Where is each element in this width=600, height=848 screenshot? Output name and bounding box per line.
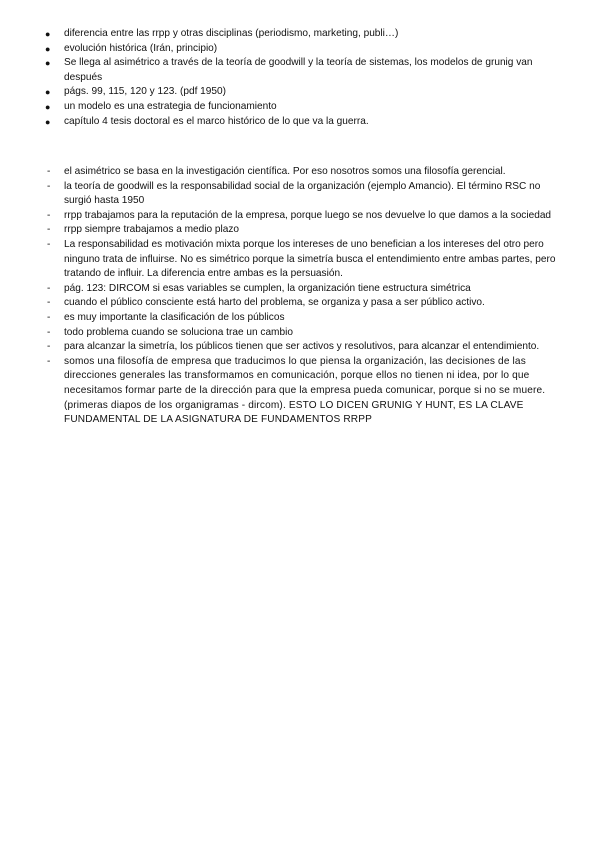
dash-item bbox=[46, 340, 556, 355]
dash-text: rrpp siempre trabajamos a medio plazo bbox=[64, 224, 240, 236]
dash-item bbox=[46, 165, 556, 180]
dash-marker: - bbox=[47, 180, 51, 192]
bullet-item bbox=[46, 85, 556, 100]
dash-item bbox=[46, 180, 556, 209]
dash-text: la teoría de goodwill es la responsabilidad social de la organización (ejemplo Amancio). El término RSC no surgió hasta 1950 bbox=[64, 180, 541, 207]
dash-marker: - bbox=[47, 224, 51, 236]
dash-item bbox=[46, 238, 556, 282]
bullet-list bbox=[46, 27, 556, 129]
bullet-item bbox=[46, 27, 556, 42]
dash-text: La responsabilidad es motivación mixta porque los intereses de uno benefician a los intereses del otro pero ninguno trata de influirse. No es simétrico porque la simetría busca el entendimiento entre ambas partes, pero tratando de influir. La diferencia entre ambas es la persuasión. bbox=[64, 238, 556, 280]
dash-text: cuando el público consciente está harto del problema, se organiza y pasa a ser público activo. bbox=[64, 297, 485, 309]
dash-item bbox=[46, 296, 556, 311]
bullet-text: evolución histórica (Irán, principio) bbox=[64, 42, 218, 54]
dash-marker: - bbox=[47, 297, 51, 309]
dash-text: es muy importante la clasificación de los públicos bbox=[64, 311, 285, 323]
bullet-marker: ● bbox=[45, 116, 51, 127]
dash-marker: - bbox=[47, 311, 51, 323]
dash-marker: - bbox=[47, 341, 51, 353]
dash-item bbox=[46, 223, 556, 238]
dash-list bbox=[46, 165, 556, 428]
bullet-marker: ● bbox=[45, 58, 51, 69]
dash-marker: - bbox=[47, 326, 51, 338]
bullet-item bbox=[46, 115, 556, 130]
bullet-text: págs. 99, 115, 120 y 123. (pdf 1950) bbox=[64, 86, 226, 98]
dash-marker: - bbox=[47, 282, 51, 294]
bullet-text: un modelo es una estrategia de funcionamiento bbox=[64, 100, 277, 112]
bullet-item bbox=[46, 100, 556, 115]
dash-text: somos una filosofía de empresa que traducimos lo que piensa la organización, las decisiones de las direcciones generales las transformamos en comunicación, porque ellos no tienen ni idea, por lo que necesitamos formar parte de la dirección para que la empresa pueda comunicar, porque si no se muere. (primeras diapos de los organigramas - dircom). ESTO LO DICEN GRUNIG Y HUNT, ES LA CLAVE FUNDAMENTAL DE LA ASIGNATURA DE FUNDAMENTOS RRPP bbox=[64, 355, 546, 426]
dash-text: rrpp trabajamos para la reputación de la empresa, porque luego se nos devuelve lo que damos a la sociedad bbox=[64, 209, 552, 221]
dash-item bbox=[46, 311, 556, 326]
dash-item bbox=[46, 355, 556, 428]
dash-text: el asimétrico se basa en la investigación científica. Por eso nosotros somos una filosofía gerencial. bbox=[64, 166, 506, 177]
dash-item bbox=[46, 209, 556, 224]
dash-item bbox=[46, 282, 556, 297]
dash-marker: - bbox=[47, 355, 51, 367]
bullet-marker: ● bbox=[45, 101, 51, 112]
dash-marker: - bbox=[47, 209, 51, 221]
dash-text: para alcanzar la simetría, los públicos tienen que ser activos y resolutivos, para alcanzar el entendimiento. bbox=[64, 341, 540, 353]
bullet-text: diferencia entre las rrpp y otras disciplinas (periodismo, marketing, publi…) bbox=[64, 28, 399, 39]
bullet-marker: ● bbox=[45, 87, 51, 98]
dash-item bbox=[46, 326, 556, 341]
bullet-marker: ● bbox=[45, 29, 51, 39]
dash-marker: - bbox=[47, 166, 51, 177]
bullet-item bbox=[46, 56, 556, 85]
bullet-text: capítulo 4 tesis doctoral es el marco histórico de lo que va la guerra. bbox=[64, 115, 369, 127]
dash-text: todo problema cuando se soluciona trae un cambio bbox=[64, 326, 293, 338]
dash-marker: - bbox=[47, 238, 51, 250]
dash-text: pág. 123: DIRCOM si esas variables se cumplen, la organización tiene estructura simétrica bbox=[64, 282, 471, 294]
bullet-item bbox=[46, 42, 556, 57]
bullet-marker: ● bbox=[45, 43, 51, 54]
bullet-text: Se llega al asimétrico a través de la teoría de goodwill y la teoría de sistemas, los modelos de grunig van después bbox=[64, 57, 533, 83]
